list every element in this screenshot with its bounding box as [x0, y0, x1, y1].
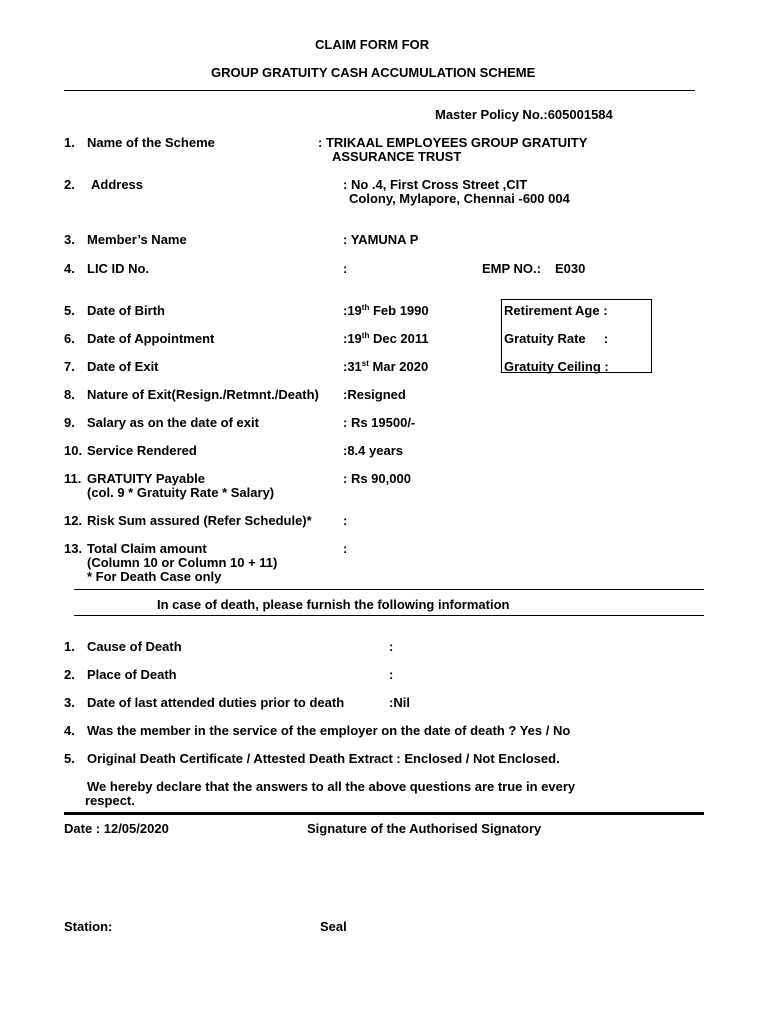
declaration-line1: We hereby declare that the answers to all the above questions are true in every — [87, 779, 576, 794]
service-rendered-value: :8.4 years — [343, 443, 403, 458]
field-number: 2. — [64, 667, 75, 682]
death-case-note: * For Death Case only — [87, 569, 222, 584]
field-number: 1. — [64, 639, 75, 654]
field-number: 1. — [64, 135, 75, 150]
member-name-label: Member’s Name — [87, 232, 187, 247]
salary-label: Salary as on the date of exit — [87, 415, 259, 430]
cause-of-death-label: Cause of Death — [87, 639, 182, 654]
lic-id-label: LIC ID No. — [87, 261, 150, 276]
date-field: Date : 12/05/2020 — [64, 821, 169, 836]
death-section-top-divider — [74, 589, 704, 590]
retirement-age-label: Retirement Age : — [504, 303, 608, 318]
death-section-bottom-divider — [74, 615, 704, 616]
field-number: 7. — [64, 359, 75, 374]
emp-no-label: EMP NO.: — [482, 261, 541, 276]
death-section-heading: In case of death, please furnish the following information — [157, 597, 510, 612]
total-claim-label: Total Claim amount — [87, 541, 207, 556]
last-duty-date-value: :Nil — [389, 695, 410, 710]
master-policy-number: Master Policy No.:605001584 — [435, 107, 613, 122]
lic-id-value: : — [343, 261, 348, 276]
gratuity-payable-label: GRATUITY Payable — [87, 471, 205, 486]
form-title-line1: CLAIM FORM FOR — [315, 37, 430, 52]
field-number: 3. — [64, 695, 75, 710]
footer-divider — [64, 812, 704, 815]
field-number: 8. — [64, 387, 75, 402]
gratuity-payable-value: : Rs 90,000 — [343, 471, 411, 486]
dob-label: Date of Birth — [87, 303, 165, 318]
salary-value: : Rs 19500/- — [343, 415, 416, 430]
seal-label: Seal — [320, 919, 347, 934]
exit-nature-value: :Resigned — [343, 387, 406, 402]
death-certificate-question: Original Death Certificate / Attested Death Extract : Enclosed / Not Enclosed. — [87, 751, 560, 766]
risk-sum-value: : — [343, 513, 348, 528]
gratuity-ceiling-label: Gratuity Ceiling : — [504, 359, 609, 374]
scheme-name-value-line2: ASSURANCE TRUST — [332, 149, 462, 164]
field-number: 12. — [64, 513, 83, 528]
address-label: Address — [91, 177, 144, 192]
total-claim-value: : — [343, 541, 348, 556]
field-number: 4. — [64, 723, 75, 738]
exit-nature-label: Nature of Exit(Resign./Retmnt./Death) — [87, 387, 319, 402]
field-number: 5. — [64, 303, 75, 318]
exit-date-label: Date of Exit — [87, 359, 159, 374]
field-number: 5. — [64, 751, 75, 766]
dob-value: :19th Feb 1990 — [343, 303, 429, 318]
declaration-line2: respect. — [85, 793, 135, 808]
gratuity-payable-note: (col. 9 * Gratuity Rate * Salary) — [87, 485, 275, 500]
appointment-date-label: Date of Appointment — [87, 331, 215, 346]
field-number: 4. — [64, 261, 75, 276]
gratuity-rate-label: Gratuity Rate : — [504, 331, 609, 346]
total-claim-note: (Column 10 or Column 10 + 11) — [87, 555, 278, 570]
signature-label: Signature of the Authorised Signatory — [307, 821, 542, 836]
field-number: 11. — [64, 471, 82, 486]
place-of-death-value: : — [389, 667, 394, 682]
appointment-date-value: :19th Dec 2011 — [343, 331, 429, 346]
field-number: 10. — [64, 443, 83, 458]
in-service-question: Was the member in the service of the employer on the date of death ? Yes / No — [87, 723, 571, 738]
exit-date-value: :31st Mar 2020 — [343, 359, 429, 374]
scheme-name-value-line1: : TRIKAAL EMPLOYEES GROUP GRATUITY — [318, 135, 588, 150]
form-title-line2: GROUP GRATUITY CASH ACCUMULATION SCHEME — [211, 65, 536, 80]
field-number: 3. — [64, 232, 75, 247]
field-number: 13. — [64, 541, 83, 556]
emp-no-value: E030 — [555, 261, 586, 276]
place-of-death-label: Place of Death — [87, 667, 177, 682]
risk-sum-label: Risk Sum assured (Refer Schedule)* — [87, 513, 312, 528]
address-value-line2: Colony, Mylapore, Chennai -600 004 — [349, 191, 570, 206]
address-value-line1: : No .4, First Cross Street ,CIT — [343, 177, 528, 192]
header-divider — [64, 90, 695, 91]
scheme-name-label: Name of the Scheme — [87, 135, 215, 150]
field-number: 9. — [64, 415, 75, 430]
field-number: 2. — [64, 177, 75, 192]
cause-of-death-value: : — [389, 639, 394, 654]
last-duty-date-label: Date of last attended duties prior to death — [87, 695, 345, 710]
station-label: Station: — [64, 919, 113, 934]
member-name-value: : YAMUNA P — [343, 232, 419, 247]
field-number: 6. — [64, 331, 75, 346]
service-rendered-label: Service Rendered — [87, 443, 197, 458]
